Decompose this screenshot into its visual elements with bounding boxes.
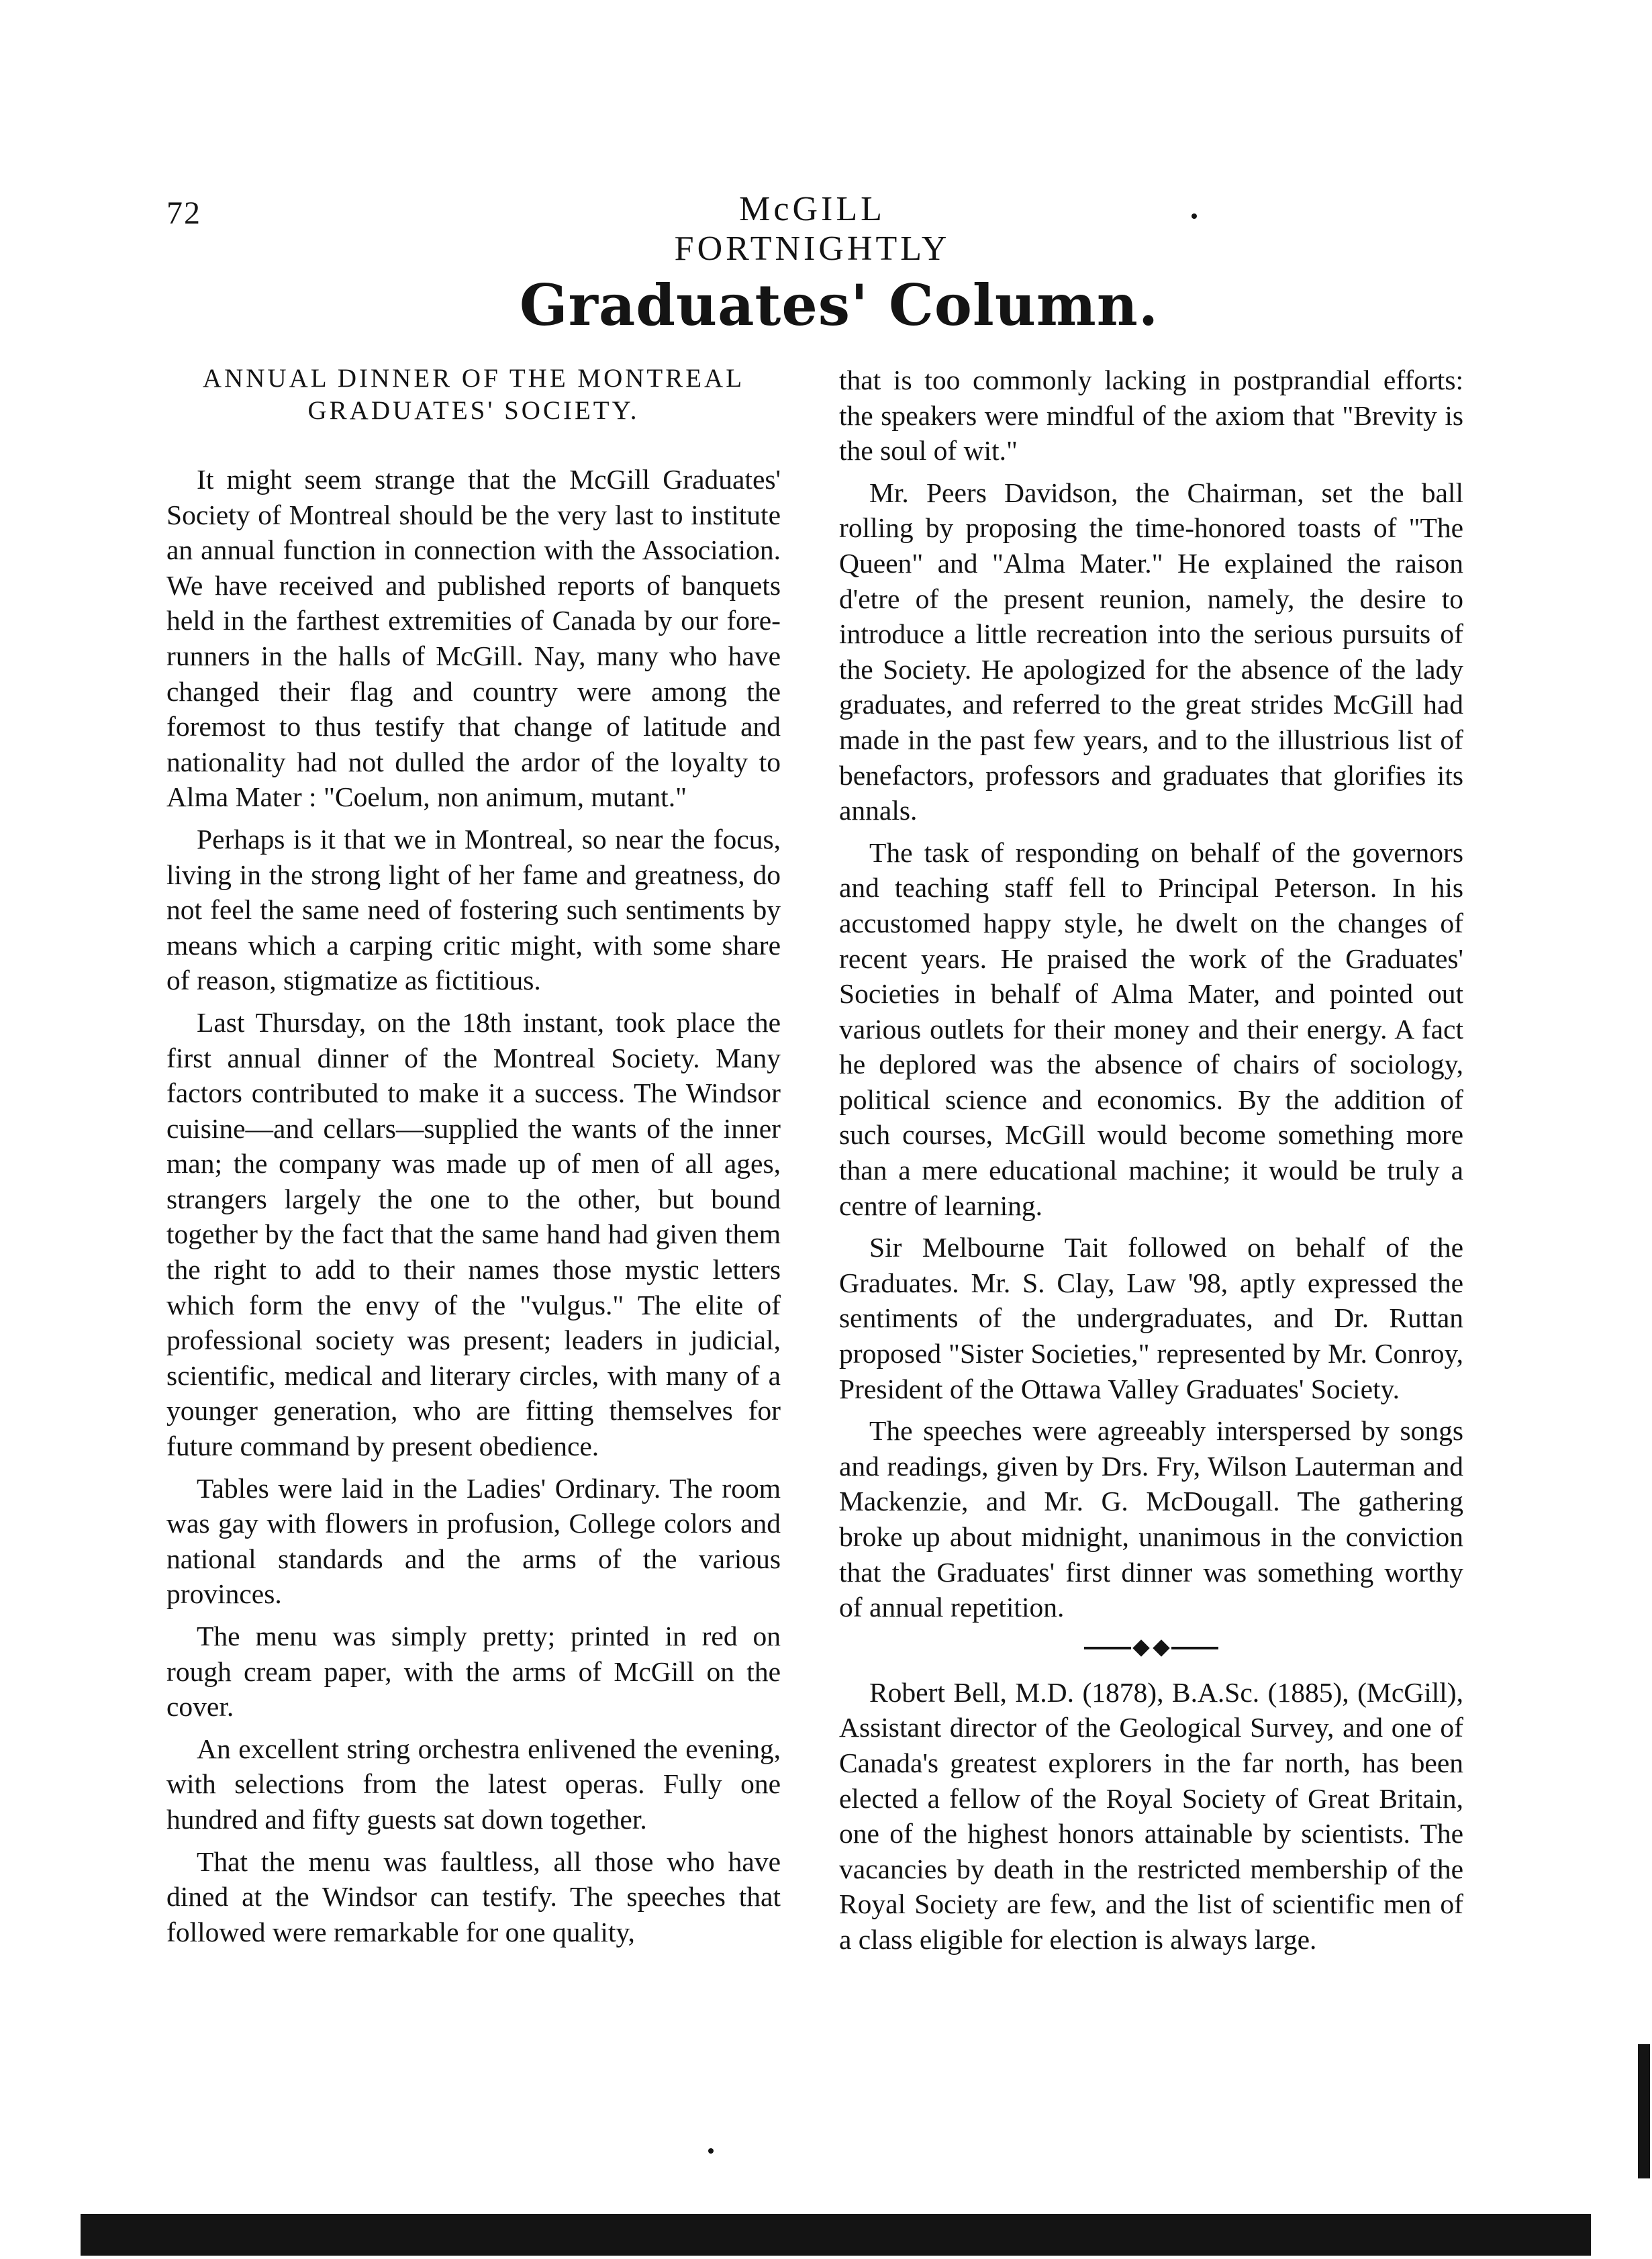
running-title: McGILL FORTNIGHTLY [674,190,951,268]
bottom-scan-rule [81,2214,1591,2256]
left-column [166,363,781,1956]
article-title-line-2: GRADUATES' SOCIETY. [307,396,640,425]
paragraph: Mr. Peers Davidson, the Chairman, set the ball rolling by proposing the time-honored toasts of "The Queen" and "Alma Mater." He explained the raison d'etre of the present reunion, namely, the desire to introduce a little recreation into the serious pursuits of the Society. He apologized for the absence of the lady graduates, and referred to the great strides McGill had made in the past few years, and to the illustrious list of benefactors, professors and graduates that glorifies its annals. [839,477,1463,826]
section-divider [839,1635,1463,1662]
paragraph: The task of responding on behalf of the governors and teaching staff fell to Principal Peterson. In his accustomed happy style, he dwelt on the changes of recent years. He praised the work of the Graduates' Societies in behalf of Alma Mater, and pointed out various outlets for their money and their energy. A fact he deplored was the absence of chairs of sociology, political science and economics. By the addition of such courses, McGill would become something more than a mere educational machine; it would be truly a centre of learning. [839,836,1463,1221]
paragraph: Last Thursday, on the 18th instant, took place the first annual dinner of the Montreal Society. Many factors contributed to make it a success. The Windsor cuisine—and cellars—supplied the wants of the inner man; the company was made up of men of all ages, strangers largely the one to the other, but bound together by the fact that the same hand had given them the right to add to their names those mystic letters which form the envy of the "vulgus." The elite of professional society was present; leaders in judicial, scientific, medical and literary circles, with many of a younger generation, who are fitting themselves for future command by present obedience. [166,1006,781,1462]
paragraph: An excellent string orchestra enlivened the evening, with selections from the latest operas. Fully one hundred and fifty guests sat down together. [166,1733,781,1835]
paragraph: that is too commonly lacking in postprandial efforts: the speakers were mindful of the axiom that "Brevity is the soul of wit." [839,365,1463,467]
article-title-line-1: ANNUAL DINNER OF THE MONTREAL [202,364,745,393]
paragraph: The speeches were agreeably interspersed by songs and readings, given by Drs. Fry, Wilson Lauterman and Mackenzie, and Mr. G. McDougall. The gathering broke up about midnight, unanimous in the conviction that the Graduates' first dinner was something worthy of annual repetition. [839,1415,1463,1623]
divider-diamond [1153,1639,1169,1656]
divider-line [1084,1647,1131,1649]
article-title [166,363,781,427]
divider-diamond [1132,1639,1149,1656]
page-number: 72 [166,195,201,231]
paragraph: The menu was simply pretty; printed in red on rough cream paper, with the arms of McGill on the cover. [166,1621,781,1723]
right-column [839,363,1463,1964]
margin-mark [1638,2044,1650,2178]
paragraph: Tables were laid in the Ladies' Ordinary. The room was gay with flowers in profusion, College colors and national standards and the arms of the various provinces. [166,1472,781,1610]
divider-line [1171,1647,1218,1649]
paragraph: That the menu was faultless, all those who have dined at the Windsor can testify. The speeches that followed were remarkable for one quality, [166,1845,781,1948]
header-dot [1192,213,1197,219]
paragraph: Perhaps is it that we in Montreal, so near the focus, living in the strong light of her fame and greatness, do not feel the same need of fostering such sentiments by means which a carping critic might, with some share of reason, stigmatize as fictitious. [166,823,781,996]
column-title: Graduates' Column. [519,272,1159,338]
paragraph: It might seem strange that the McGill Graduates' Society of Montreal should be the very last to institute an annual function in connection with the Association. We have received and published reports of banquets held in the farthest extremities of Canada by our fore-runners in the halls of McGill. Nay, many who have changed their flag and country were among the foremost to thus testify that change of latitude and nationality had not dulled the ardor of the loyalty to Alma Mater : "Coelum, non animum, mutant." [166,464,781,813]
paragraph: Sir Melbourne Tait followed on behalf of the Graduates. Mr. S. Clay, Law '98, aptly expressed the sentiments of the undergraduates, and Dr. Ruttan proposed "Sister Societies," represented by Mr. Conroy, President of the Ottawa Valley Graduates' Society. [839,1232,1463,1404]
note-paragraph: Robert Bell, M.D. (1878), B.A.Sc. (1885), (McGill), Assistant director of the Geological Survey, and one of Canada's greatest explorers in the far north, has been elected a fellow of the Royal Society of Great Britain, one of the highest honors attainable by scientists. The vacancies by death in the restricted membership of the Royal Society are few, and the list of scientific men of a class eligible for election is always large. [839,1676,1463,1955]
stray-dot [708,2148,714,2154]
